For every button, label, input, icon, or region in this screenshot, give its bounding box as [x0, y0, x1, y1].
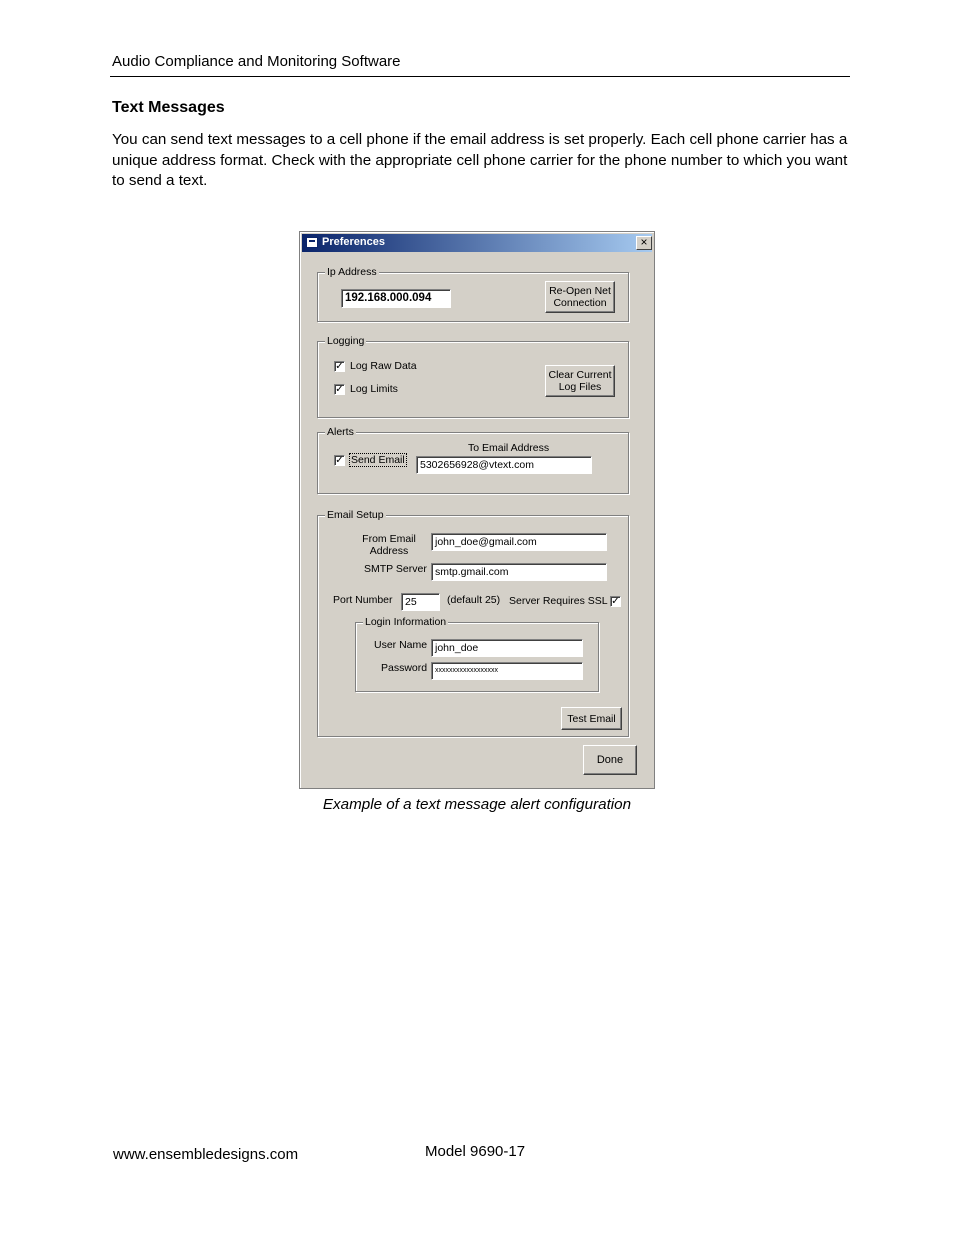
- from-label-line2: Address: [369, 545, 409, 557]
- running-head: Audio Compliance and Monitoring Software: [112, 53, 401, 70]
- close-icon[interactable]: ×: [636, 236, 652, 250]
- to-email-address-input[interactable]: 5302656928@vtext.com: [416, 456, 592, 474]
- from-label-line1: From Email: [362, 533, 416, 545]
- port-number-input[interactable]: 25: [401, 593, 440, 611]
- send-email-checkbox[interactable]: ✓: [335, 455, 344, 466]
- ip-address-legend: Ip Address: [327, 266, 377, 278]
- password-label: Password: [381, 662, 428, 674]
- footer-model: Model 9690-17: [425, 1143, 526, 1160]
- smtp-server-label: SMTP Server: [364, 563, 427, 575]
- send-email-label[interactable]: Send Email: [351, 454, 405, 466]
- user-name-input[interactable]: john_doe: [431, 639, 583, 657]
- password-input[interactable]: xxxxxxxxxxxxxxxxxx: [431, 662, 583, 680]
- login-information-group: [355, 616, 599, 692]
- server-requires-ssl-checkbox[interactable]: ✓: [611, 596, 620, 607]
- server-requires-ssl-label: Server Requires SSL: [509, 595, 608, 607]
- reopen-label-line1: Re-Open Net: [549, 285, 611, 297]
- logging-group: [317, 335, 629, 418]
- clear-label-line2: Log Files: [558, 381, 602, 393]
- preferences-dialog: [299, 231, 655, 789]
- log-limits-checkbox[interactable]: ✓: [335, 384, 344, 395]
- alerts-legend: Alerts: [327, 426, 354, 438]
- header-rule: [110, 76, 850, 77]
- logging-legend: Logging: [327, 335, 365, 347]
- port-default-note: (default 25): [447, 594, 501, 606]
- clear-label-line1: Clear Current: [548, 369, 612, 381]
- reopen-net-connection-button[interactable]: [545, 281, 615, 313]
- alerts-group: [317, 426, 629, 494]
- log-raw-data-label: Log Raw Data: [350, 360, 417, 372]
- done-button[interactable]: Done: [583, 745, 637, 775]
- section-title: Text Messages: [112, 99, 225, 116]
- ip-address-group: [317, 266, 629, 322]
- login-information-legend: Login Information: [365, 616, 447, 628]
- from-email-address-label: [358, 533, 420, 557]
- intro-paragraph: You can send text messages to a cell phone if the email address is set properly. Each cell phone carrier has a unique address format. Check with the appropriate cell phone carrier for the phone number to which you want to send a text.: [112, 131, 848, 189]
- clear-current-log-files-button[interactable]: [545, 365, 615, 397]
- email-setup-legend: Email Setup: [327, 509, 384, 521]
- log-raw-data-checkbox[interactable]: ✓: [335, 361, 344, 372]
- to-email-address-label: To Email Address: [468, 442, 550, 454]
- port-number-label: Port Number: [333, 594, 393, 606]
- figure-caption: Example of a text message alert configuration: [322, 796, 632, 813]
- window-icon: [306, 237, 318, 248]
- from-email-input[interactable]: john_doe@gmail.com: [431, 533, 607, 551]
- footer-url: www.ensembledesigns.com: [113, 1146, 299, 1163]
- dialog-title: Preferences: [322, 236, 385, 248]
- smtp-server-input[interactable]: smtp.gmail.com: [431, 563, 607, 581]
- ip-address-input[interactable]: 192.168.000.094: [341, 289, 451, 308]
- email-setup-group: [317, 509, 629, 737]
- dialog-titlebar[interactable]: [302, 234, 652, 252]
- log-limits-label: Log Limits: [350, 383, 398, 395]
- test-email-button[interactable]: Test Email: [561, 707, 622, 730]
- user-name-label: User Name: [374, 639, 428, 651]
- reopen-label-line2: Connection: [553, 297, 607, 309]
